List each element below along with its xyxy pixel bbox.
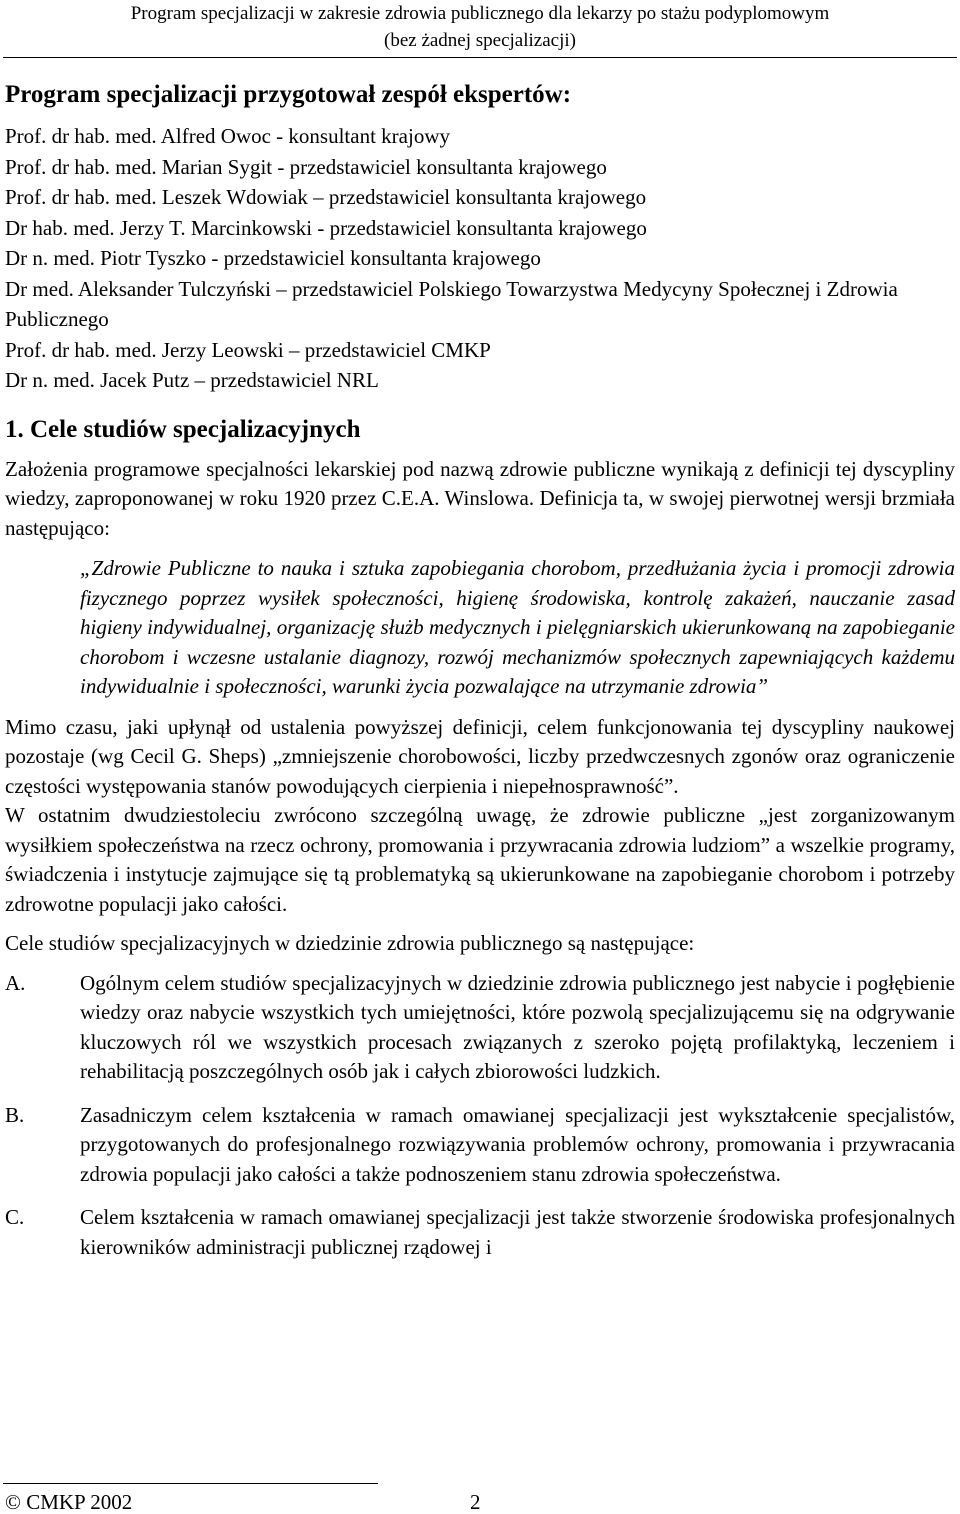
footer-copyright: © CMKP 2002 — [5, 1490, 133, 1514]
expert-item: Dr med. Aleksander Tulczyński – przedstawiciel Polskiego Towarzystwa Medycyny Społecznej i Zdrowia Publicznego — [5, 276, 898, 331]
footer-divider — [3, 1483, 378, 1484]
expert-item: Dr n. med. Piotr Tyszko - przedstawiciel konsultanta krajowego — [5, 246, 541, 270]
running-header — [0, 0, 960, 54]
goal-text: Celem kształcenia w ramach omawianej specjalizacji jest także stworzenie środowiska profesjonalnych kierowników administracji publicznej rządowej i — [80, 1205, 955, 1259]
page-number: 2 — [470, 1490, 481, 1514]
sheps-paragraph: Mimo czasu, jaki upłynął od ustalenia powyższej definicji, celem funkcjonowania tej dyscypliny naukowej pozostaje (wg Cecil G. Sheps) „zmniejszenie chorobowości, liczby przedwczesnych zgonów oraz ograniczenie częstości występowania stanów powodujących cierpienia i niepełnosprawność”. — [5, 714, 955, 798]
goal-text: Zasadniczym celem kształcenia w ramach omawianej specjalizacji jest wykształcenie specjalistów, przygotowanych do profesjonalnego rozwiązywania problemów ochrony, promowania i przywracania zdrowia populacji jako całości a także podnoszeniem stanu zdrowia społeczeństwa. — [80, 1102, 955, 1186]
goals-list — [5, 969, 955, 1263]
header-divider — [3, 57, 957, 58]
winslow-definition-quote: „Zdrowie Publiczne to nauka i sztuka zapobiegania chorobom, przedłużania życia i promocji zdrowia fizycznego poprzez wysiłek społeczności, higienę środowiska, kontrolę zakażeń, nauczanie zasad higieny indywidualnej, organizację służb medycznych i pielęgniarskich ukierunkowaną na zapobieganie chorobom i wczesne ustalanie diagnozy, rozwój mechanizmów społecznych zapewniających każdemu indywidualnie i społeczności, warunki życia pozwalające na utrzymanie zdrowia” — [80, 556, 955, 698]
expert-item: Dr hab. med. Jerzy T. Marcinkowski - przedstawiciel konsultanta krajowego — [5, 215, 647, 240]
goal-item-c — [5, 1203, 955, 1262]
goal-item-a — [5, 969, 955, 1087]
page-content — [5, 80, 955, 1276]
expert-item: Prof. dr hab. med. Jerzy Leowski – przedstawiciel CMKP — [5, 337, 491, 362]
goal-letter: C. — [5, 1205, 25, 1229]
goal-text: Ogólnym celem studiów specjalizacyjnych w dziedzinie zdrowia publicznego jest nabycie i pogłębienie wiedzy oraz nabycie wszystkich tych umiejętności, które pozwolą specjalizującemu się na odgrywanie kluczowych ról we wszystkich procesach związanych z szeroko pojętą profilaktyką, leczeniem i rehabilitacją poszczególnych osób jak i całych zbiorowości ludzkich. — [80, 970, 955, 1083]
expert-item: Prof. dr hab. med. Leszek Wdowiak – przedstawiciel konsultanta krajowego — [5, 185, 647, 209]
experts-list — [5, 121, 955, 396]
public-health-paragraph: W ostatnim dwudziestoleciu zwrócono szczególną uwagę, że zdrowie publiczne „jest zorganizowanym wysiłkiem społeczeństwa na rzecz ochrony, promowania i przywracania zdrowia ludziom” a wszelkie programy, świadczenia i instytucje zajmujące się tą problematyką są ukierunkowane na zapobieganie chorobom i potrzeby zdrowotne populacji jako całości. — [5, 803, 955, 916]
chapter-heading: 1. Cele studiów specjalizacyjnych — [5, 415, 361, 443]
expert-item: Dr n. med. Jacek Putz – przedstawiciel NRL — [5, 368, 379, 392]
intro-paragraph: Założenia programowe specjalności lekarskiej pod nazwą zdrowie publiczne wynikają z definicji tej dyscypliny wiedzy, zaproponowanej w roku 1920 przez C.E.A. Winslowa. Definicja ta, w swojej pierwotnej wersji brzmiała następująco: — [5, 456, 955, 540]
goal-letter: A. — [5, 970, 26, 995]
expert-item: Prof. dr hab. med. Alfred Owoc - konsultant krajowy — [5, 124, 450, 148]
running-header-line2: (bez żadnej specjalizacji) — [384, 30, 576, 51]
experts-heading: Program specjalizacji przygotował zespół ekspertów: — [5, 81, 572, 108]
goal-letter: B. — [5, 1102, 25, 1127]
goals-intro-paragraph: Cele studiów specjalizacyjnych w dziedzinie zdrowia publicznego są następujące: — [5, 931, 695, 955]
expert-item: Prof. dr hab. med. Marian Sygit - przedstawiciel konsultanta krajowego — [5, 154, 607, 179]
goal-item-b — [5, 1101, 955, 1190]
running-header-line1: Program specjalizacji w zakresie zdrowia publicznego dla lekarzy po stażu podyplomowym — [130, 3, 830, 24]
